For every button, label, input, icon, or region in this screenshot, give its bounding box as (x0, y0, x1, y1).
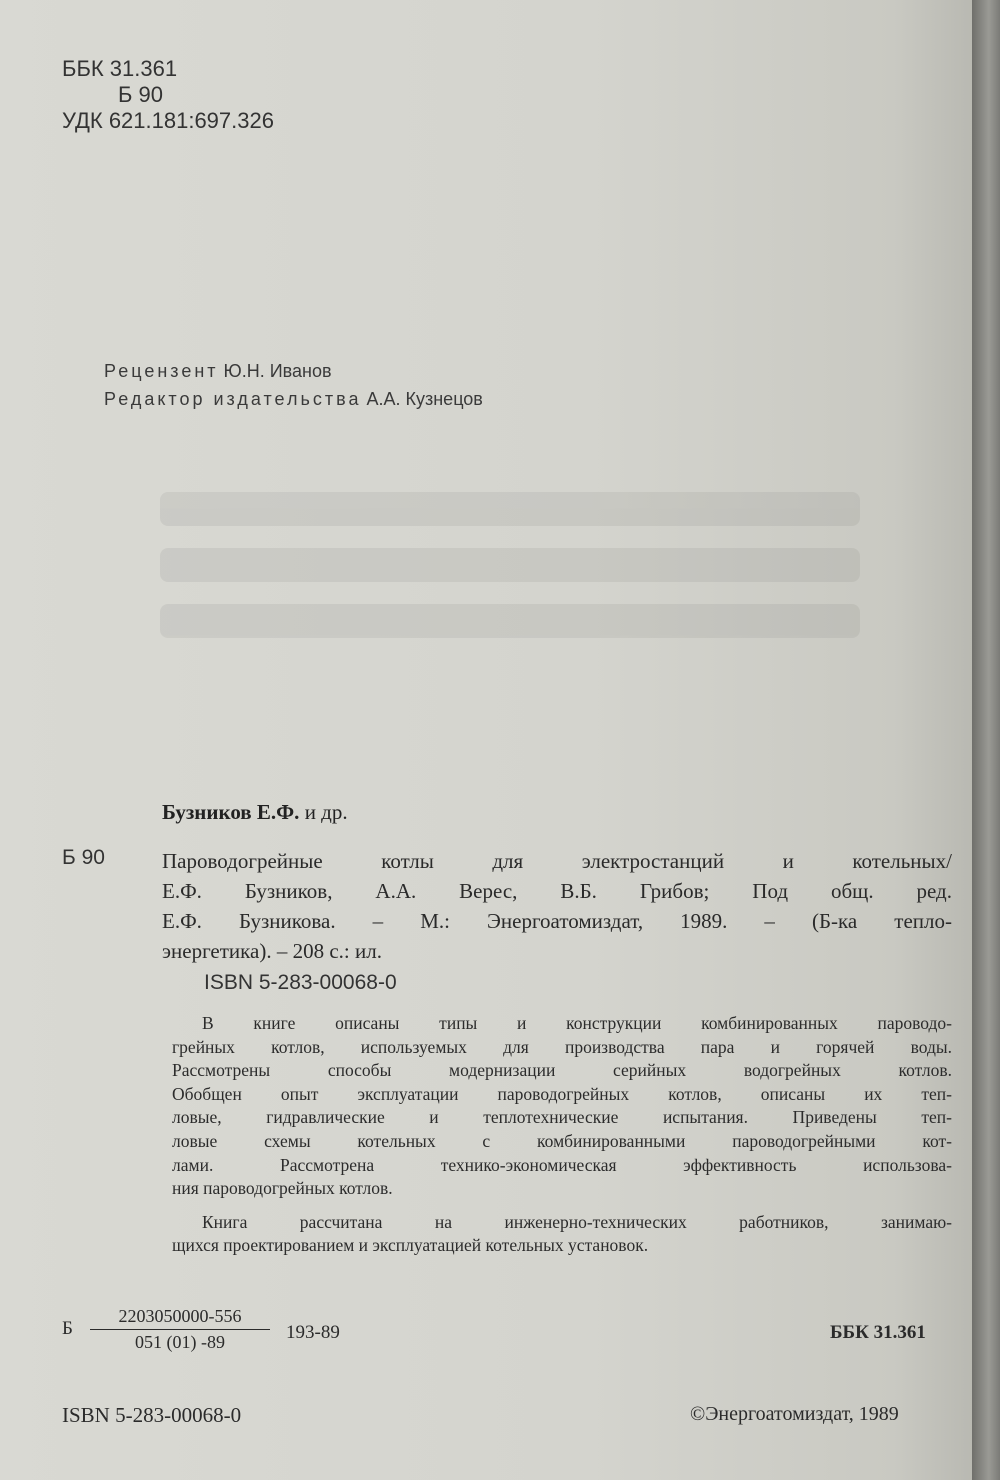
footer-isbn: ISBN 5-283-00068-0 (62, 1403, 242, 1427)
reviewer-label: Рецензент (104, 361, 219, 381)
fraction-denominator: 051 (01) -89 (135, 1332, 225, 1352)
annotation-line: Обобщен опыт эксплуатации пароводогрейных котлов, описаны их теп- (172, 1083, 952, 1104)
annotation-line: ния пароводогрейных котлов. (172, 1178, 393, 1199)
fraction-numerator: 2203050000-556 (90, 1306, 270, 1330)
footer-fraction (90, 1306, 270, 1353)
annotation-line: В книге описаны типы и конструкции комбинированных пароводо- (202, 1013, 952, 1033)
annotation-line: ловые схемы котельных с комбинированными пароводогрейными кот- (172, 1130, 952, 1151)
author-name: Бузников Е.Ф. (162, 800, 300, 824)
author-suffix: и др. (304, 800, 348, 824)
isbn-main: ISBN 5-283-00068-0 (204, 971, 397, 994)
bibliographic-description (162, 846, 952, 966)
editor-label: Редактор издательства (104, 389, 362, 409)
show-through-texture (160, 470, 860, 700)
biblio-line: Е.Ф. Бузникова. – М.: Энергоатомиздат, 1989. – (Б-ка тепло- (162, 909, 952, 933)
biblio-line: Пароводогрейные котлы для электростанций и котельных/ (162, 849, 952, 873)
biblio-line: энергетика). – 208 с.: ил. (162, 939, 382, 963)
editor-line (104, 385, 483, 413)
footer-bbk: ББК 31.361 (830, 1322, 926, 1343)
book-spine-shadow (972, 0, 1000, 1480)
credits-block (104, 357, 483, 413)
annotation-line: Рассмотрены способы модернизации серийных водогрейных котлов. (172, 1060, 952, 1081)
annotation-line: лами. Рассмотрена технико-экономическая эффективность использова- (172, 1154, 952, 1175)
footer-letter: Б (62, 1318, 73, 1339)
reviewer-line (104, 357, 483, 385)
annotation (172, 1012, 952, 1258)
biblio-line: Е.Ф. Бузников, А.А. Верес, В.Б. Грибов; Под общ. ред. (162, 879, 952, 903)
bbk-code: ББК 31.361 (62, 56, 178, 81)
author-code: Б 90 (62, 846, 105, 869)
annotation-line: грейных котлов, используемых для производства пара и горячей воды. (172, 1036, 952, 1057)
paragraph-gap (172, 1201, 952, 1211)
shelf-code: Б 90 (118, 82, 164, 107)
copyright: ©Энергоатомиздат, 1989 (690, 1403, 899, 1425)
classification-codes (62, 56, 274, 134)
author-heading (162, 800, 348, 825)
editor-name: А.А. Кузнецов (366, 389, 483, 409)
annotation-line: Книга рассчитана на инженерно-технических работников, занимаю- (202, 1211, 952, 1232)
udk-code: УДК 621.181:697.326 (62, 108, 274, 133)
reviewer-name: Ю.Н. Иванов (223, 361, 332, 381)
annotation-line: ловые, гидравлические и теплотехнические испытания. Приведены теп- (172, 1107, 952, 1128)
footer-price-code: 193-89 (286, 1322, 340, 1343)
annotation-line: щихся проектированием и эксплуатацией котельных установок. (172, 1235, 649, 1256)
